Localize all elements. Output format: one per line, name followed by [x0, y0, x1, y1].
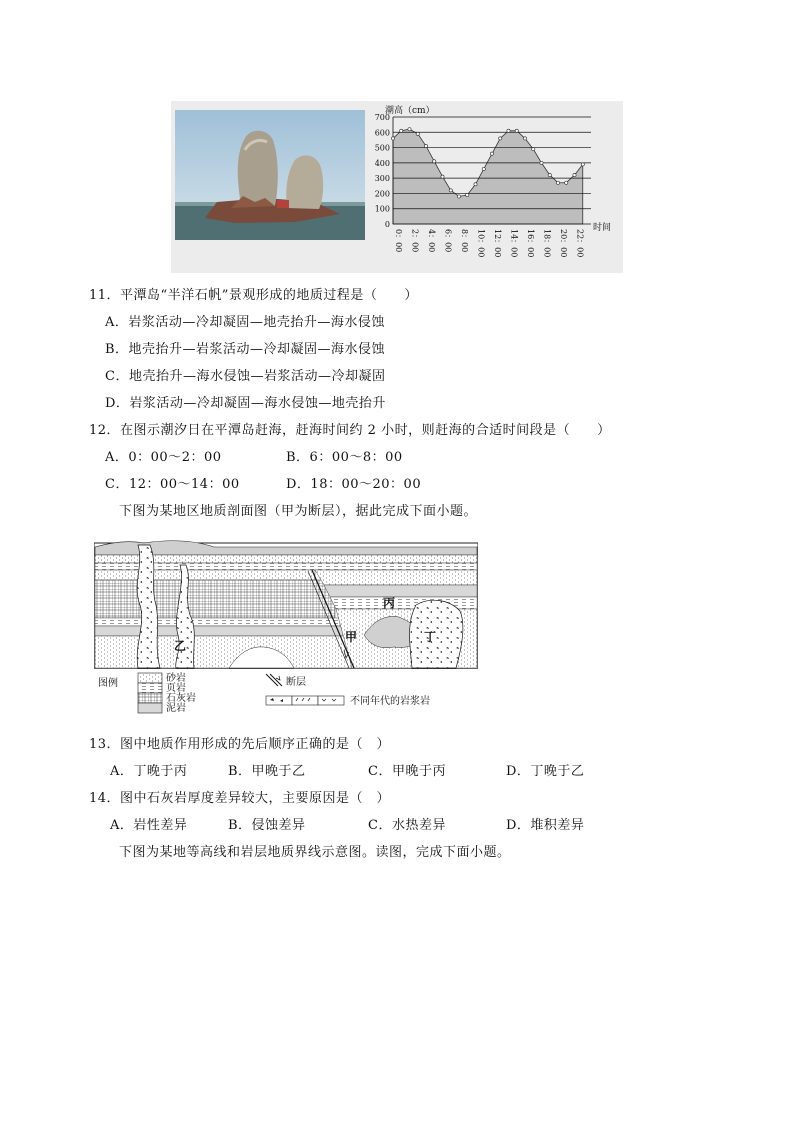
tide-x-tick: 4：00 — [427, 229, 436, 253]
q12-option-a[interactable]: A．0：00～2：00 — [105, 450, 222, 465]
tide-x-tick: 12：00 — [493, 229, 502, 258]
tide-x-tick: 22：00 — [575, 229, 585, 258]
tide-x-tick: 6：00 — [443, 229, 453, 253]
tide-y-tick: 500 — [374, 143, 390, 153]
label-ding: 丁 — [424, 630, 437, 644]
tide-x-tick: 10：00 — [476, 229, 486, 258]
tide-y-tick: 700 — [374, 113, 390, 122]
tide-point — [416, 132, 419, 135]
q14-option-d[interactable]: D．堆积差异 — [506, 818, 585, 833]
tide-point — [391, 137, 394, 140]
tide-point — [441, 175, 444, 178]
tide-point — [433, 160, 436, 163]
tide-point — [490, 152, 493, 155]
legend-magma: 不同年代的岩浆岩 — [350, 696, 430, 707]
top-figure — [171, 101, 623, 273]
legend-mudstone: 泥岩 — [166, 703, 186, 714]
tide-point — [466, 193, 469, 196]
tide-y-tick: 300 — [374, 174, 390, 184]
q11-option-d[interactable]: D．岩浆活动—冷却凝固—海水侵蚀—地壳抬升 — [105, 396, 386, 411]
tide-point — [515, 129, 518, 132]
sea-rock-photo — [175, 110, 365, 240]
q13-option-b[interactable]: B．甲晚于乙 — [228, 764, 306, 779]
q13-stem: 13．图中地质作用形成的先后顺序正确的是（ ） — [89, 737, 391, 752]
tide-y-tick: 200 — [374, 189, 390, 199]
tide-x-tick: 14：00 — [509, 229, 519, 258]
q13-option-a[interactable]: A．丁晚于丙 — [110, 764, 188, 779]
tide-point — [499, 137, 502, 140]
q14-option-b[interactable]: B．侵蚀差异 — [228, 818, 306, 833]
q12-option-d[interactable]: D．18：00～20：00 — [286, 477, 422, 492]
q13-option-d[interactable]: D．丁晚于乙 — [506, 764, 585, 779]
geo-intro: 下图为某地区地质剖面图（甲为断层），据此完成下面小题。 — [119, 504, 478, 519]
tide-point — [457, 195, 460, 198]
tide-point — [424, 144, 427, 147]
q12-option-b[interactable]: B．6：00～8：00 — [286, 450, 403, 465]
tide-x-tick: 0：00 — [394, 229, 403, 253]
legend-fault: 断层 — [286, 677, 306, 688]
tide-x-tick: 18：00 — [542, 229, 552, 258]
legend-title: 图例 — [98, 678, 118, 689]
tide-point — [540, 161, 543, 164]
q11-stem: 11．平潭岛“半洋石帆”景观形成的地质过程是（ ） — [89, 288, 418, 303]
tide-y-tick: 0 — [384, 220, 390, 229]
tide-area — [393, 129, 583, 224]
tide-ylabel: 潮高（cm） — [385, 106, 435, 116]
tide-point — [408, 128, 411, 131]
tide-point — [482, 167, 485, 170]
tide-point — [507, 129, 510, 132]
tide-point — [581, 163, 584, 166]
q11-option-c[interactable]: C．地壳抬升—海水侵蚀—岩浆活动—冷却凝固 — [105, 369, 386, 384]
tide-point — [523, 137, 526, 140]
tide-x-tick: 8：00 — [460, 229, 469, 253]
q11-option-b[interactable]: B．地壳抬升—岩浆活动—冷却凝固—海水侵蚀 — [105, 342, 386, 357]
q14-option-c[interactable]: C．水热差异 — [368, 818, 446, 833]
q14-stem: 14．图中石灰岩厚度差异较大，主要原因是（ ） — [89, 791, 391, 806]
legend-limestone: 石灰岩 — [166, 693, 196, 704]
fault-symbol — [266, 674, 282, 686]
contour-intro: 下图为某地等高线和岩层地质界线示意图。读图，完成下面小题。 — [119, 845, 511, 860]
tide-point — [548, 173, 551, 176]
tide-x-tick: 2：00 — [410, 229, 420, 253]
tide-x-tick: 20：00 — [559, 229, 568, 258]
tide-point — [474, 183, 477, 186]
tide-point — [449, 189, 452, 192]
tide-point — [400, 129, 403, 132]
legend-shale: 页岩 — [166, 683, 186, 694]
tide-y-tick: 100 — [374, 204, 390, 214]
tide-x-tick: 16：00 — [526, 229, 535, 258]
q14-option-a[interactable]: A．岩性差异 — [110, 818, 188, 833]
label-jia: 甲 — [345, 630, 358, 644]
tide-point — [565, 181, 568, 184]
tide-y-tick: 400 — [374, 158, 390, 168]
tide-xlabel: 时间 — [593, 223, 612, 233]
tide-point — [573, 173, 576, 176]
geo-legend — [94, 670, 474, 722]
q13-option-c[interactable]: C．甲晚于丙 — [368, 764, 446, 779]
geologic-profile-diagram — [94, 535, 478, 669]
tide-y-tick: 600 — [374, 128, 390, 138]
q12-option-c[interactable]: C．12：00～14：00 — [105, 477, 240, 492]
tide-point — [532, 148, 535, 151]
label-bing: 丙 — [383, 596, 396, 610]
q12-stem: 12．在图示潮汐日在平潭岛赶海，赶海时间约 2 小时，则赶海的合适时间段是（ ） — [89, 423, 611, 438]
q11-option-a[interactable]: A．岩浆活动—冷却凝固—地壳抬升—海水侵蚀 — [105, 315, 385, 330]
tide-chart — [367, 101, 623, 273]
label-yi: 乙 — [174, 639, 187, 653]
legend-sandstone: 砂岩 — [166, 673, 186, 684]
tide-point — [556, 181, 559, 184]
